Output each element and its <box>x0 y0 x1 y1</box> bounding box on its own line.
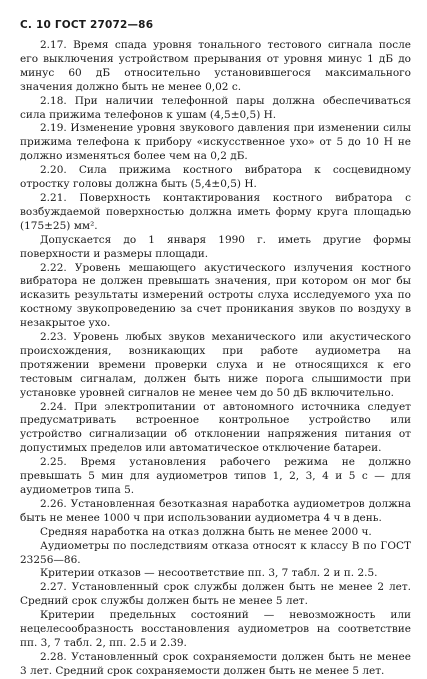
paragraph-2-19: 2.19. Изменение уровня звукового давления при изменении силы прижима телефона к прибору «искусственное ухо» от 5 до 10 Н не должно изменяться более чем на 0,2 дБ. <box>20 122 411 163</box>
paragraph-2-27-criteria: Критерии предельных состояний — невозможность или нецелесообразность восстановления аудиометров на соответствие пп. 3, 7 табл. 2, пп. 2.5 и 2.39. <box>20 609 411 649</box>
paragraph-2-26-class: Аудиометры по последствиям отказа относят к классу В по ГОСТ 23256—86. <box>20 539 411 566</box>
paragraph-2-20: 2.20. Сила прижима костного вибратора к сосцевидному отростку головы должна быть (5,4±0,5) Н. <box>20 164 411 191</box>
paragraph-2-28: 2.28. Установленный срок сохраняемости должен быть не менее 3 лет. Средний срок сохраняемости должен быть не менее 5 лет. <box>20 650 411 677</box>
paragraph-2-25: 2.25. Время установления рабочего режима не должно превышать 5 мин для аудиометров типов 1, 2, 3, 4 и 5 с — для аудиометров типа 5. <box>20 456 411 496</box>
paragraph-2-26-criteria: Критерии отказов — несоответствие пп. 3, 7 табл. 2 и п. 2.5. <box>40 567 378 580</box>
paragraph-2-26-mtbf: Средняя наработка на отказ должна быть не менее 2000 ч. <box>40 525 372 538</box>
paragraph-2-17: 2.17. Время спада уровня тонального тестового сигнала после его выключения устройством прерывания от уровня минус 1 дБ до минус 60 дБ относительно установившегося максимального значения должно быть не менее 0,02 с. <box>20 39 411 93</box>
paragraph-2-23: 2.23. Уровень любых звуков механического или акустического происхождения, возникающих при работе аудиометра на протяжении времени проверки слуха и не относящихся к его тестовым сигналам, должен быть ниже порога слышимости при установке уровней сигналов не менее чем до 50 дБ включительно. <box>20 331 411 399</box>
body-text <box>20 39 411 679</box>
paragraph-2-26: 2.26. Установленная безотказная наработка аудиометров должна быть не менее 1000 ч при использовании аудиометра 4 ч в день. <box>20 497 411 524</box>
page-header: С. 10 ГОСТ 27072—86 <box>20 19 154 31</box>
paragraph-2-22: 2.22. Уровень мешающего акустического излучения костного вибратора не должен превышать значения, при котором он мог бы исказить результаты измерений остроты слуха исследуемого уха по костному звукопроведению за счет проникания звуков по воздуху в незакрытое ухо. <box>20 261 411 330</box>
paragraph-2-27: 2.27. Установленный срок службы должен быть не менее 2 лет. Средний срок службы должен быть не менее 5 лет. <box>20 581 411 608</box>
paragraph-2-21: 2.21. Поверхность контактирования костного вибратора с возбуждаемой поверхностью должна иметь форму круга площадью (175±25) мм². <box>20 191 411 232</box>
paragraph-2-24: 2.24. При электропитании от автономного источника следует предусматривать встроенное контрольное устройство или устройство сигнализации об отклонении напряжения питания от допустимых пределов или автоматическое отключение батареи. <box>20 400 411 455</box>
paragraph-2-21-note: Допускается до 1 января 1990 г. иметь другие формы поверхности и размеры площади. <box>20 233 411 260</box>
paragraph-2-18: 2.18. При наличии телефонной пары должна обеспечиваться сила прижима телефонов к ушам (4,5±0,5) Н. <box>20 94 411 121</box>
